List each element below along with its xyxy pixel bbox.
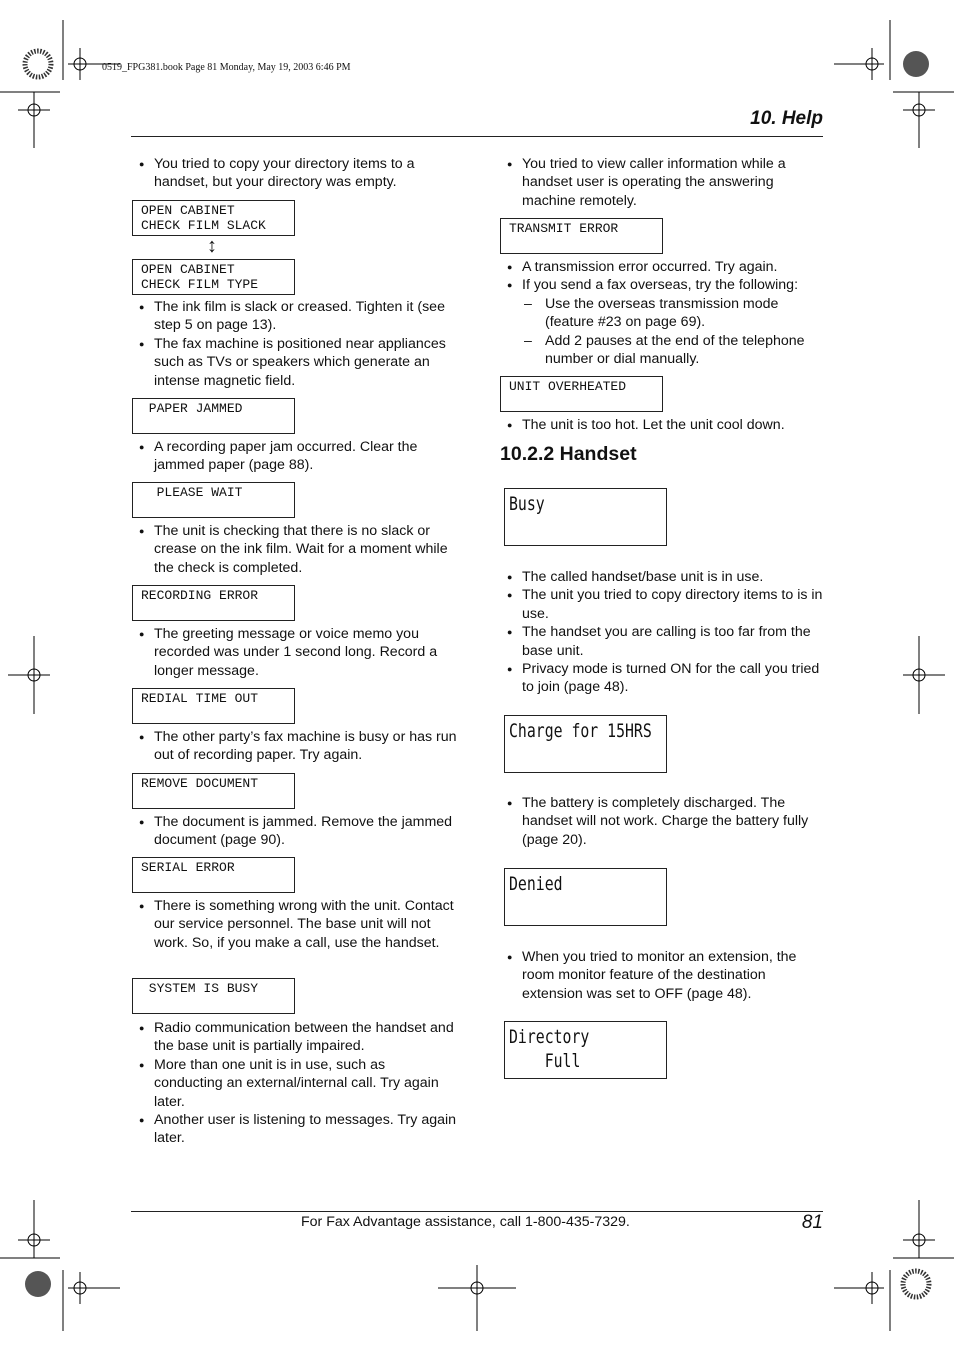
- lcd-serial-error: SERIAL ERROR: [132, 857, 295, 893]
- intro-bullet: ● You tried to copy your directory items to a handset, but your directory was empty.: [132, 155, 457, 192]
- system-busy-bullets: [132, 1019, 457, 1148]
- lcd-open-cabinet-slack: OPEN CABINET CHECK FILM SLACK: [132, 200, 295, 236]
- lcd-remove-document: REMOVE DOCUMENT: [132, 773, 295, 809]
- handset-display-busy: [504, 488, 667, 546]
- redial-text: [132, 728, 457, 765]
- list-sub-item: – Use the overseas transmission mode (feature #23 on page 69).: [500, 295, 825, 332]
- charge-text: [500, 794, 825, 849]
- handset-display-denied: [504, 868, 667, 926]
- busy-bullets: [500, 568, 825, 697]
- lcd-open-cabinet-type: OPEN CABINET CHECK FILM TYPE: [132, 259, 295, 295]
- lcd-redial-time-out: REDIAL TIME OUT: [132, 688, 295, 724]
- lcd-unit-overheated: UNIT OVERHEATED: [500, 376, 663, 412]
- list-item: ● A transmission error occurred. Try again.: [500, 258, 825, 276]
- lcd-please-wait: PLEASE WAIT: [132, 482, 295, 518]
- print-header: 0519_FPG381.book Page 81 Monday, May 19, 2003 6:46 PM: [102, 62, 351, 73]
- list-item: ● The document is jammed. Remove the jammed document (page 90).: [132, 813, 457, 850]
- film-bullets: [132, 298, 457, 390]
- lcd-system-is-busy: SYSTEM IS BUSY: [132, 978, 295, 1014]
- left-column: [132, 155, 457, 192]
- up-down-arrow-icon: ↕: [207, 235, 217, 257]
- footer-assist-text: For Fax Advantage assistance, call 1-800-435-7329.: [301, 1214, 630, 1230]
- display-text: Busy: [509, 493, 545, 515]
- list-item: ● You tried to view caller information while a handset user is operating the answering machine remotely.: [500, 155, 825, 210]
- list-item: ● Privacy mode is turned ON for the call you tried to join (page 48).: [500, 660, 825, 697]
- list-item: ● The fax machine is positioned near appliances such as TVs or speakers which generate an intense magnetic field.: [132, 335, 457, 390]
- display-text: Denied: [509, 873, 563, 895]
- recording-error-text: [132, 625, 457, 680]
- display-text: Directory Full: [509, 1026, 590, 1072]
- display-text: Charge for 15HRS: [509, 720, 652, 742]
- list-item: ● The handset you are calling is too far from the base unit.: [500, 623, 825, 660]
- list-item: ● Radio communication between the handset and the base unit is partially impaired.: [132, 1019, 457, 1056]
- list-sub-item: – Add 2 pauses at the end of the telephone number or dial manually.: [500, 332, 825, 369]
- list-item: ● When you tried to monitor an extension, the room monitor feature of the destination extension was set to OFF (page 48).: [500, 948, 825, 1003]
- list-item: ● The ink film is slack or creased. Tighten it (see step 5 on page 13).: [132, 298, 457, 335]
- serial-text: [132, 897, 457, 952]
- lcd-recording-error: RECORDING ERROR: [132, 585, 295, 621]
- handset-display-charge: [504, 715, 667, 773]
- list-item: ● The other party’s fax machine is busy or has run out of recording paper. Try again.: [132, 728, 457, 765]
- list-item: ● Another user is listening to messages. Try again later.: [132, 1111, 457, 1148]
- list-item: ● More than one unit is in use, such as conducting an external/internal call. Try again later.: [132, 1056, 457, 1111]
- section-header: 10. Help: [750, 108, 823, 129]
- please-wait-text: [132, 522, 457, 577]
- remove-text: [132, 813, 457, 850]
- list-item: ● There is something wrong with the unit. Contact our service personnel. The base unit will not work. So, if you make a call, use the handset.: [132, 897, 457, 952]
- footer-rule: [131, 1211, 823, 1212]
- list-item: ● A recording paper jam occurred. Clear the jammed paper (page 88).: [132, 438, 457, 475]
- list-item: ● The unit is too hot. Let the unit cool down.: [500, 416, 825, 434]
- list-item: ● The unit is checking that there is no slack or crease on the ink film. Wait for a moment while the check is completed.: [132, 522, 457, 577]
- page-number: 81: [801, 1212, 823, 1233]
- handset-display-directory-full: [504, 1021, 667, 1079]
- handset-heading: 10.2.2 Handset: [500, 443, 637, 465]
- list-item: ● The called handset/base unit is in use.: [500, 568, 825, 586]
- list-item: ● The battery is completely discharged. The handset will not work. Charge the battery fully (page 20).: [500, 794, 825, 849]
- transmit-bullets: [500, 258, 825, 368]
- header-rule: [131, 136, 823, 137]
- list-item: ● The unit you tried to copy directory items to is in use.: [500, 586, 825, 623]
- lcd-transmit-error: TRANSMIT ERROR: [500, 218, 663, 254]
- denied-text: [500, 948, 825, 1003]
- list-item: ● The greeting message or voice memo you recorded was under 1 second long. Record a longer message.: [132, 625, 457, 680]
- overheated-text: [500, 416, 825, 434]
- paper-jammed-text: [132, 438, 457, 475]
- lcd-paper-jammed: PAPER JAMMED: [132, 398, 295, 434]
- caller-info-text: [500, 155, 825, 210]
- list-item: ● If you send a fax overseas, try the following:: [500, 276, 825, 294]
